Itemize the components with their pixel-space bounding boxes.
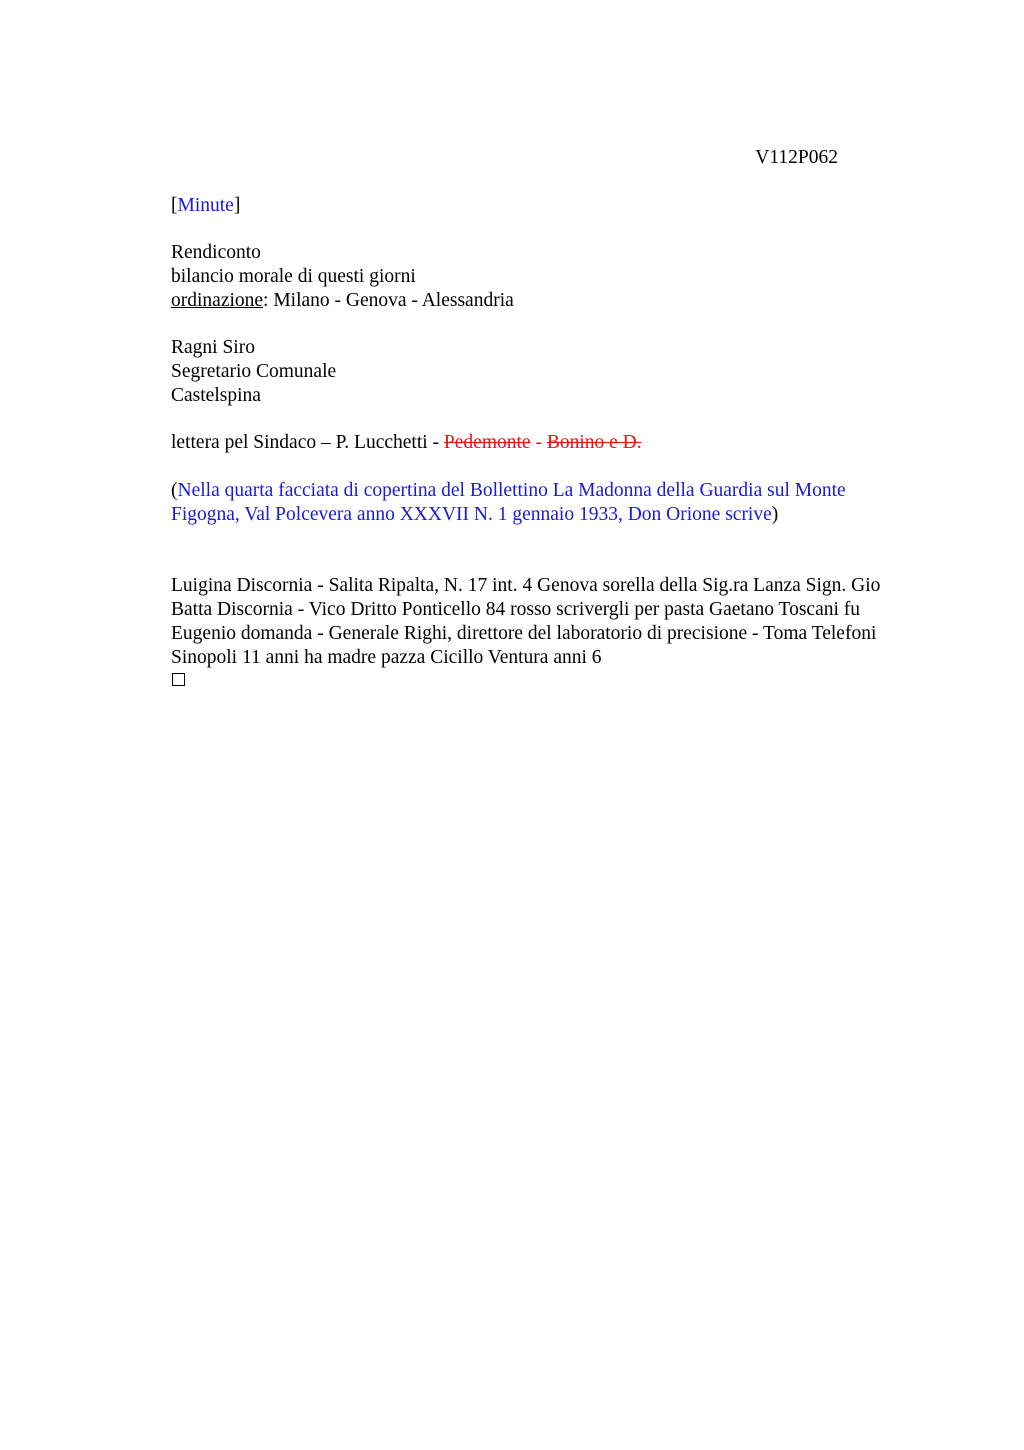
address-role: Segretario Comunale bbox=[171, 361, 337, 382]
rendiconto-title: Rendiconto bbox=[171, 242, 261, 263]
note-close-paren: ) bbox=[771, 504, 779, 525]
ordinazione-label: ordinazione bbox=[171, 290, 264, 311]
note-line-2 bbox=[171, 503, 931, 527]
body-line-3: Eugenio domanda - Generale Righi, direttore del laboratorio di precisione - Toma Telefoni bbox=[171, 623, 877, 644]
note-open-paren: ( bbox=[171, 480, 178, 501]
bollettino-note bbox=[171, 479, 931, 527]
minute-label: Minute bbox=[177, 195, 234, 216]
struck-pedemonte: Pedemonte bbox=[443, 432, 531, 453]
body-line-1: Luigina Discornia - Salita Ripalta, N. 17 int. 4 Genova sorella della Sig.ra Lanza Sign. Gio bbox=[171, 575, 881, 596]
note-text-2: Figogna, Val Polcevera anno XXXVII N. 1 gennaio 1933, Don Orione scrive bbox=[171, 504, 772, 525]
lettera-line bbox=[171, 431, 931, 455]
lettera-separator: - bbox=[530, 432, 547, 453]
address-block bbox=[171, 336, 931, 408]
note-line-1 bbox=[171, 479, 931, 503]
rendiconto-block bbox=[171, 241, 931, 313]
body-line-2: Batta Discornia - Vico Dritto Ponticello 84 rosso scrivergli per pasta Gaetano Toscani fu bbox=[171, 599, 861, 620]
ordinazione-line bbox=[171, 289, 931, 313]
close-bracket: ] bbox=[233, 195, 241, 216]
address-name: Ragni Siro bbox=[171, 337, 255, 358]
note-text-1: Nella quarta facciata di copertina del Bollettino La Madonna della Guardia sul Monte bbox=[177, 480, 846, 501]
minute-header bbox=[171, 194, 931, 218]
ordinazione-rest: : Milano - Genova - Alessandria bbox=[263, 290, 514, 311]
bilancio-line: bilancio morale di questi giorni bbox=[171, 266, 416, 287]
body-line-4: Sinopoli 11 anni ha madre pazza Cicillo Ventura anni 6 bbox=[171, 647, 602, 668]
lettera-prefix: lettera pel Sindaco – P. Lucchetti - bbox=[171, 432, 444, 453]
page-code: V112P062 bbox=[755, 147, 838, 168]
open-bracket: [ bbox=[171, 195, 178, 216]
empty-square-icon bbox=[172, 673, 185, 686]
struck-bonino: Bonino e D. bbox=[546, 432, 642, 453]
address-place: Castelspina bbox=[171, 385, 261, 406]
body-paragraph bbox=[171, 574, 931, 670]
